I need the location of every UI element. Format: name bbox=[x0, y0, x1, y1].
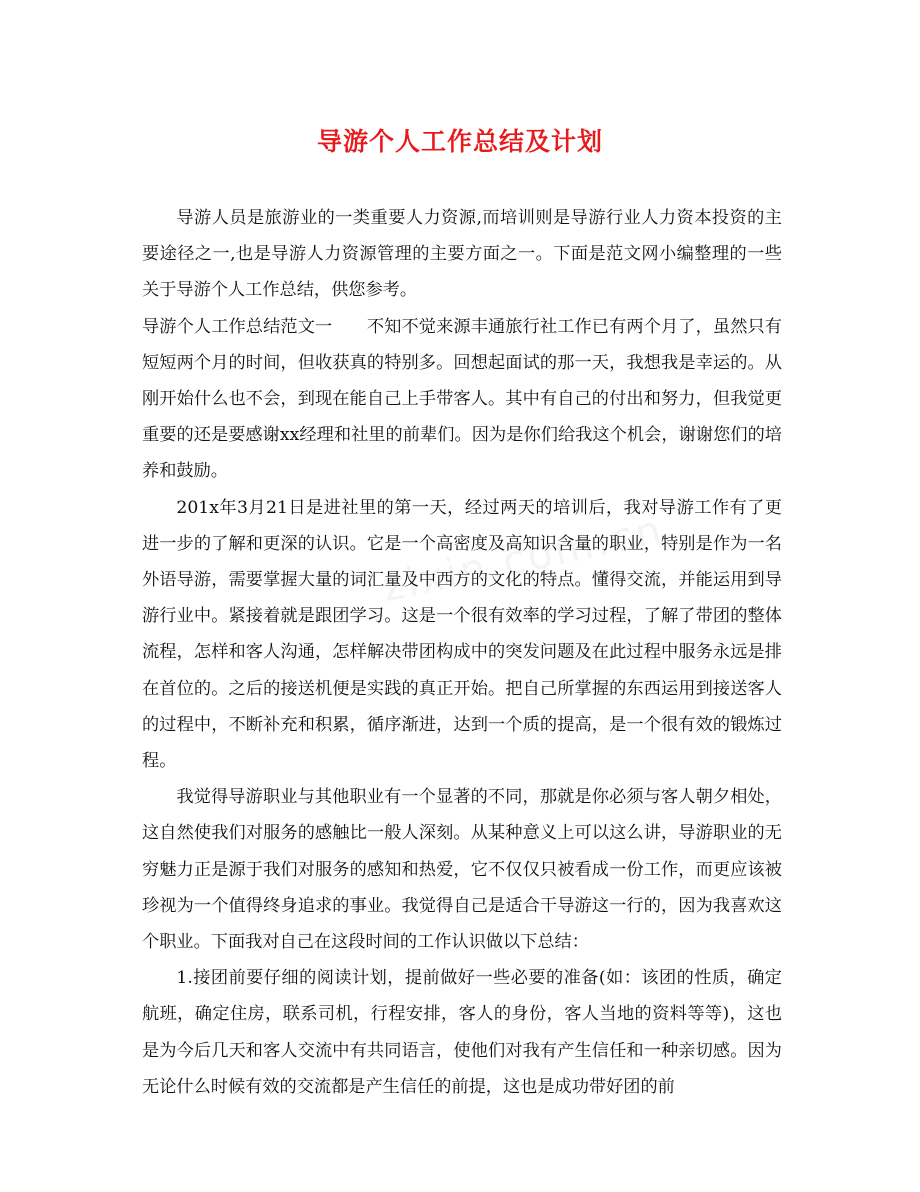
paragraph-point-one: 1.接团前要仔细的阅读计划，提前做好一些必要的准备(如：该团的性质，确定航班，确定住房，联系司机，行程安排，客人的身份，客人当地的资料等等)，这也是为今后几天和客人交流中有共同语言，使他们对我有产生信任和一种亲切感。因为无论什么时候有效的交流都是产生信任的前提，这也是成功带好团的前 bbox=[142, 968, 782, 1097]
paragraph-first-day: 201x年3月21日是进社里的第一天，经过两天的培训后，我对导游工作有了更进一步的了解和更深的认识。它是一个高密度及高知识含量的职业，特别是作为一名外语导游，需要掌握大量的词汇量及中西方的文化的特点。懂得交流，并能运用到导游行业中。紧接着就是跟团学习。这是一个很有效率的学习过程，了解了带团的整体流程，怎样和客人沟通，怎样解决带团构成中的突发问题及在此过程中服务永远是排在首位的。之后的接送机便是实践的真正开始。把自己所掌握的东西运用到接送客人的过程中，不断补充和积累，循序渐进，达到一个质的提高，是一个很有效的锻炼过程。 bbox=[142, 497, 782, 772]
paragraph-sample-one: 导游个人工作总结范文一 不知不觉来源丰通旅行社工作已有两个月了，虽然只有短短两个月的时间，但收获真的特别多。回想起面试的那一天，我想我是幸运的。从刚开始什么也不会，到现在能自己上手带客人。其中有自己的付出和努力，但我觉更重要的还是要感谢xx经理和社里的前辈们。因为是你们给我这个机会，谢谢您们的培养和鼓励。 bbox=[142, 316, 782, 482]
document-title: 导游个人工作总结及计划 bbox=[316, 127, 603, 156]
paragraph-intro: 导游人员是旅游业的一类重要人力资源,而培训则是导游行业人力资本投资的主要途径之一,也是导游人力资源管理的主要方面之一。下面是范文网小编整理的一些关于导游个人工作总结，供您参考。 bbox=[142, 208, 782, 301]
document-body bbox=[142, 200, 782, 1105]
paragraph-career-reflection: 我觉得导游职业与其他职业有一个显著的不同，那就是你必须与客人朝夕相处，这自然使我们对服务的感触比一般人深刻。从某种意义上可以这么讲，导游职业的无穷魅力正是源于我们对服务的感知和热爱，它不仅仅只被看成一份工作，而更应该被珍视为一个值得终身追求的事业。我觉得自己是适合干导游这一行的，因为我喜欢这个职业。下面我对自己在这段时间的工作认识做以下总结： bbox=[142, 787, 782, 953]
